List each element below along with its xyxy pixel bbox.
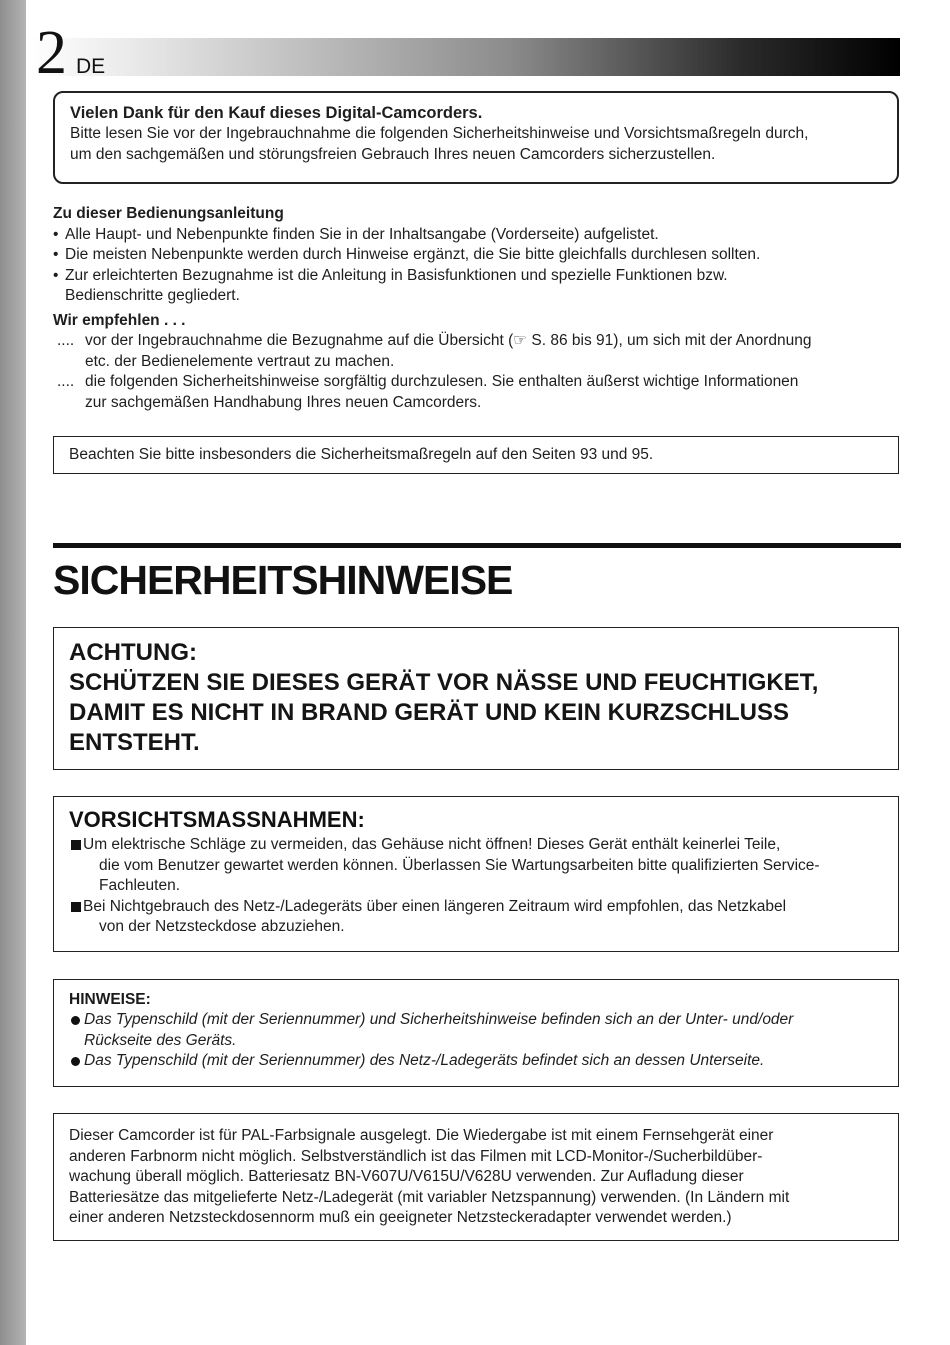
- intro-section: [53, 204, 913, 413]
- recommend-heading: Wir empfehlen . . .: [53, 311, 186, 329]
- about-manual-heading: Zu dieser Bedienungsanleitung: [53, 205, 284, 222]
- warning-heading: ACHTUNG:: [69, 639, 197, 666]
- warning-text-line: ENTSTEHT.: [69, 729, 200, 756]
- welcome-text-line: Bitte lesen Sie vor der Ingebrauchnahme die folgenden Sicherheitshinweise und Vorsichtsmaßregeln durch,: [70, 125, 809, 142]
- left-margin-strip: [0, 0, 26, 1345]
- header-gradient-bar: [30, 38, 900, 76]
- title-rule: [53, 543, 901, 548]
- round-bullet-icon: [71, 1057, 80, 1066]
- dots-mark: ....: [57, 332, 75, 349]
- list-item: • Alle Haupt- und Nebenpunkte finden Sie in der Inhaltsangabe (Vorderseite) aufgelistet.: [53, 225, 913, 246]
- list-item-continuation: etc. der Bedienelemente vertraut zu machen.: [85, 352, 395, 370]
- dots-mark: ....: [57, 373, 75, 390]
- list-item: .... vor der Ingebrauchnahme die Bezugnahme auf die Übersicht (☞ S. 86 bis 91), um sich mit der Anordnung: [53, 331, 913, 352]
- warning-text-line: DAMIT ES NICHT IN BRAND GERÄT UND KEIN KURZSCHLUSS: [69, 699, 789, 726]
- info-text-line: anderen Farbnorm nicht möglich. Selbstverständlich ist das Filmen mit LCD-Monitor-/Sucherbildüber-: [69, 1147, 763, 1165]
- notes-heading: HINWEISE:: [69, 991, 151, 1008]
- warning-text-line: SCHÜTZEN SIE DIESES GERÄT VOR NÄSSE UND FEUCHTIGKET,: [69, 669, 819, 696]
- welcome-title: Vielen Dank für den Kauf dieses Digital-Camcorders.: [70, 104, 483, 122]
- bullet-mark: •: [53, 246, 59, 263]
- note-text: Beachten Sie bitte insbesonders die Sicherheitsmaßregeln auf den Seiten 93 und 95.: [69, 446, 654, 463]
- warning-box: [53, 627, 899, 770]
- info-text-line: Dieser Camcorder ist für PAL-Farbsignale ausgelegt. Die Wiedergabe ist mit einem Fernsehgerät einer: [69, 1127, 774, 1144]
- list-item: Um elektrische Schläge zu vermeiden, das Gehäuse nicht öffnen! Dieses Gerät enthält keinerlei Teile, die vom Benutzer gewartet werden können. Überlassen Sie Wartungsarbeiten bitte qualifizierten Service- Fachleuten.: [69, 835, 883, 897]
- list-item: Bei Nichtgebrauch des Netz-/Ladegeräts über einen längeren Zeitraum wird empfohlen, das Netzkabel von der Netzsteckdose abzuziehen.: [69, 897, 883, 938]
- list-item: • Zur erleichterten Bezugnahme ist die Anleitung in Basisfunktionen und spezielle Funktionen bzw.: [53, 266, 913, 287]
- notes-box: [53, 979, 899, 1087]
- list-item-continuation: zur sachgemäßen Handhabung Ihres neuen Camcorders.: [85, 393, 482, 411]
- language-code: DE: [76, 55, 106, 78]
- welcome-text-line: um den sachgemäßen und störungsfreien Gebrauch Ihres neuen Camcorders sicherzustellen.: [70, 145, 716, 163]
- square-bullet-icon: [71, 902, 81, 912]
- welcome-box: [53, 91, 899, 184]
- bullet-mark: •: [53, 225, 59, 243]
- list-item: • Die meisten Nebenpunkte werden durch Hinweise ergänzt, die Sie bitte gleichfalls durchlesen sollten.: [53, 245, 913, 266]
- section-title: SICHERHEITSHINWEISE: [53, 557, 513, 603]
- list-item: Das Typenschild (mit der Seriennummer) des Netz-/Ladegeräts befindet sich an dessen Unterseite.: [69, 1051, 883, 1072]
- info-box: [53, 1113, 899, 1241]
- info-text-line: einer anderen Netzsteckdosennorm muß ein geeigneter Netzsteckeradapter verwendet werden.): [69, 1209, 732, 1226]
- info-text-line: wachung überall möglich. Batteriesatz BN-V607U/V615U/V628U verwenden. Zur Aufladung dieser: [69, 1168, 744, 1185]
- square-bullet-icon: [71, 840, 81, 850]
- page-number: 2: [36, 19, 66, 87]
- info-text-line: Batteriesätze das mitgelieferte Netz-/Ladegerät (mit variabler Netzspannung) verwenden. (In Ländern mit: [69, 1188, 790, 1206]
- round-bullet-icon: [71, 1016, 80, 1025]
- precautions-box: [53, 796, 899, 952]
- list-item: Das Typenschild (mit der Seriennummer) und Sicherheitshinweise befinden sich an der Unter- und/oder Rückseite des Geräts.: [69, 1010, 883, 1051]
- list-item-continuation: Bedienschritte gegliedert.: [65, 287, 240, 304]
- note-box: [53, 436, 899, 474]
- bullet-mark: •: [53, 266, 59, 284]
- list-item: .... die folgenden Sicherheitshinweise sorgfältig durchzulesen. Sie enthalten äußerst wichtige Informationen: [53, 372, 913, 393]
- precautions-heading: VORSICHTSMASSNAHMEN:: [69, 807, 365, 832]
